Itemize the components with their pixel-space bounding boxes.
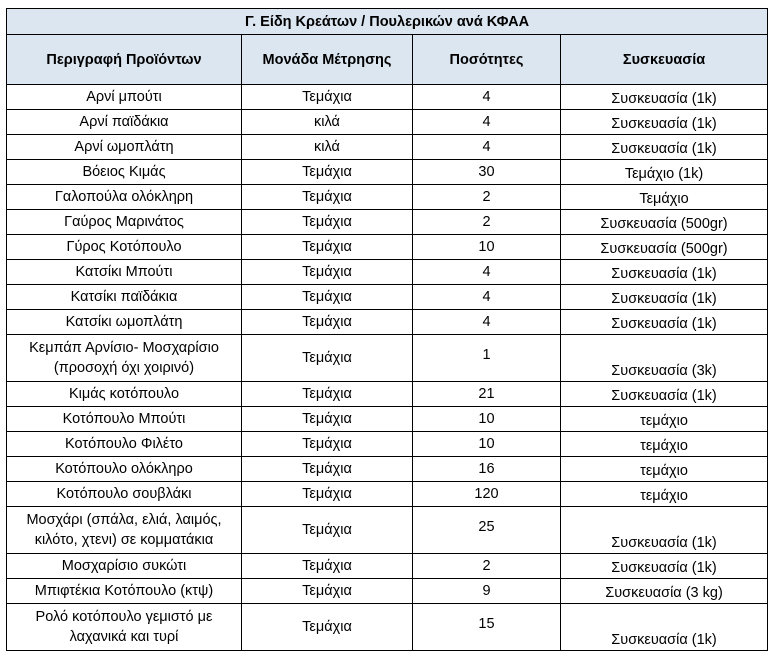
table-row: [7, 382, 768, 407]
cell-description: Κατσίκι παϊδάκια: [7, 285, 242, 310]
table-row: [7, 335, 768, 382]
cell-description: [7, 507, 242, 554]
cell-description: [7, 335, 242, 382]
description-line: (προσοχή όχι χοιρινό): [53, 360, 195, 376]
table-row: [7, 407, 768, 432]
cell-unit: Τεμάχια: [242, 260, 413, 285]
cell-quantity: 9: [413, 579, 561, 604]
cell-unit: Τεμάχια: [242, 310, 413, 335]
cell-packaging: τεμάχιο: [561, 482, 768, 507]
cell-quantity: 10: [413, 432, 561, 457]
table-row: [7, 235, 768, 260]
table-row: [7, 579, 768, 604]
cell-unit: Τεμάχια: [242, 579, 413, 604]
cell-packaging: Συσκευασία (1k): [561, 85, 768, 110]
cell-description: Μοσχαρίσιο συκώτι: [7, 554, 242, 579]
cell-quantity: 4: [413, 310, 561, 335]
cell-description: Μπιφτέκια Κοτόπουλο (κτψ): [7, 579, 242, 604]
cell-description: Γαλοπούλα ολόκληρη: [7, 185, 242, 210]
cell-packaging: Συσκευασία (1k): [561, 554, 768, 579]
cell-description: Κοτόπουλο Φιλέτο: [7, 432, 242, 457]
cell-description: Βόειος Κιμάς: [7, 160, 242, 185]
description-line: κιλότο, χτενι) σε κομματάκια: [34, 532, 214, 548]
cell-unit: Τεμάχια: [242, 604, 413, 651]
cell-description: Γαύρος Μαρινάτος: [7, 210, 242, 235]
cell-quantity: 4: [413, 110, 561, 135]
cell-unit: Τεμάχια: [242, 185, 413, 210]
table-row: [7, 260, 768, 285]
description-line: Ρολό κοτόπουλο γεμιστό με: [35, 609, 213, 625]
cell-unit: κιλά: [242, 135, 413, 160]
cell-packaging: τεμάχιο: [561, 407, 768, 432]
table-row: [7, 85, 768, 110]
cell-unit: Τεμάχια: [242, 335, 413, 382]
cell-packaging: Τεμάχιο: [561, 185, 768, 210]
table-row: [7, 507, 768, 554]
cell-packaging: τεμάχιο: [561, 457, 768, 482]
description-line: Μοσχάρι (σπάλα, ελιά, λαιμός,: [26, 512, 222, 528]
cell-description: Κιμάς κοτόπουλο: [7, 382, 242, 407]
cell-quantity: 4: [413, 260, 561, 285]
cell-description: Αρνί ωμοπλάτη: [7, 135, 242, 160]
column-header-quantity: Ποσότητες: [413, 35, 561, 85]
cell-packaging: Συσκευασία (3 kg): [561, 579, 768, 604]
table-row: [7, 432, 768, 457]
cell-quantity: 16: [413, 457, 561, 482]
cell-packaging: Συσκευασία (1k): [561, 604, 768, 651]
cell-description: Κοτόπουλο σουβλάκι: [7, 482, 242, 507]
table-row: [7, 604, 768, 651]
table-title: Γ. Είδη Κρεάτων / Πουλερικών ανά ΚΦΑΑ: [7, 9, 768, 35]
cell-quantity: 1: [413, 335, 561, 382]
cell-description: Κοτόπουλο Μπούτι: [7, 407, 242, 432]
cell-quantity: 30: [413, 160, 561, 185]
cell-packaging: Συσκευασία (1k): [561, 260, 768, 285]
cell-packaging: Συσκευασία (1k): [561, 135, 768, 160]
cell-packaging: Συσκευασία (3k): [561, 335, 768, 382]
cell-packaging: Τεμάχιο (1k): [561, 160, 768, 185]
cell-packaging: Συσκευασία (1k): [561, 285, 768, 310]
cell-unit: Τεμάχια: [242, 432, 413, 457]
cell-quantity: 21: [413, 382, 561, 407]
cell-description: Κατσίκι Μπούτι: [7, 260, 242, 285]
table-row: [7, 135, 768, 160]
cell-unit: Τεμάχια: [242, 507, 413, 554]
table-header-row: [7, 35, 768, 85]
cell-unit: Τεμάχια: [242, 457, 413, 482]
description-line: λαχανικά και τυρί: [69, 629, 179, 645]
table-row: [7, 185, 768, 210]
cell-quantity: 25: [413, 507, 561, 554]
cell-quantity: 10: [413, 407, 561, 432]
product-table-sheet: [6, 8, 767, 651]
cell-quantity: 2: [413, 554, 561, 579]
cell-packaging: τεμάχιο: [561, 432, 768, 457]
cell-quantity: 4: [413, 135, 561, 160]
cell-unit: Τεμάχια: [242, 382, 413, 407]
table-row: [7, 285, 768, 310]
cell-packaging: Συσκευασία (500gr): [561, 210, 768, 235]
cell-quantity: 2: [413, 210, 561, 235]
cell-unit: Τεμάχια: [242, 554, 413, 579]
table-row: [7, 210, 768, 235]
cell-packaging: Συσκευασία (1k): [561, 507, 768, 554]
table-row: [7, 482, 768, 507]
cell-quantity: 2: [413, 185, 561, 210]
column-header-packaging: Συσκευασία: [561, 35, 768, 85]
table-row: [7, 310, 768, 335]
table-title-row: [7, 9, 768, 35]
column-header-unit: Μονάδα Μέτρησης: [242, 35, 413, 85]
cell-unit: Τεμάχια: [242, 235, 413, 260]
cell-packaging: Συσκευασία (500gr): [561, 235, 768, 260]
cell-quantity: 10: [413, 235, 561, 260]
cell-packaging: Συσκευασία (1k): [561, 110, 768, 135]
cell-unit: Τεμάχια: [242, 482, 413, 507]
cell-quantity: 4: [413, 85, 561, 110]
table-row: [7, 457, 768, 482]
table-row: [7, 110, 768, 135]
cell-unit: Τεμάχια: [242, 160, 413, 185]
cell-description: Κοτόπουλο ολόκληρο: [7, 457, 242, 482]
cell-packaging: Συσκευασία (1k): [561, 310, 768, 335]
cell-packaging: Συσκευασία (1k): [561, 382, 768, 407]
cell-quantity: 120: [413, 482, 561, 507]
cell-description: Αρνί μπούτι: [7, 85, 242, 110]
cell-unit: Τεμάχια: [242, 85, 413, 110]
cell-description: Κατσίκι ωμοπλάτη: [7, 310, 242, 335]
cell-unit: Τεμάχια: [242, 210, 413, 235]
cell-unit: Τεμάχια: [242, 407, 413, 432]
table-row: [7, 160, 768, 185]
table-row: [7, 554, 768, 579]
cell-description: [7, 604, 242, 651]
cell-description: Γύρος Κοτόπουλο: [7, 235, 242, 260]
table-body: [7, 85, 768, 651]
cell-unit: κιλά: [242, 110, 413, 135]
product-table: [6, 8, 768, 651]
cell-quantity: 15: [413, 604, 561, 651]
cell-quantity: 4: [413, 285, 561, 310]
cell-unit: Τεμάχια: [242, 285, 413, 310]
column-header-description: Περιγραφή Προϊόντων: [7, 35, 242, 85]
cell-description: Αρνί παϊδάκια: [7, 110, 242, 135]
description-line: Κεμπάπ Αρνίσιο- Μοσχαρίσιο: [29, 340, 219, 356]
